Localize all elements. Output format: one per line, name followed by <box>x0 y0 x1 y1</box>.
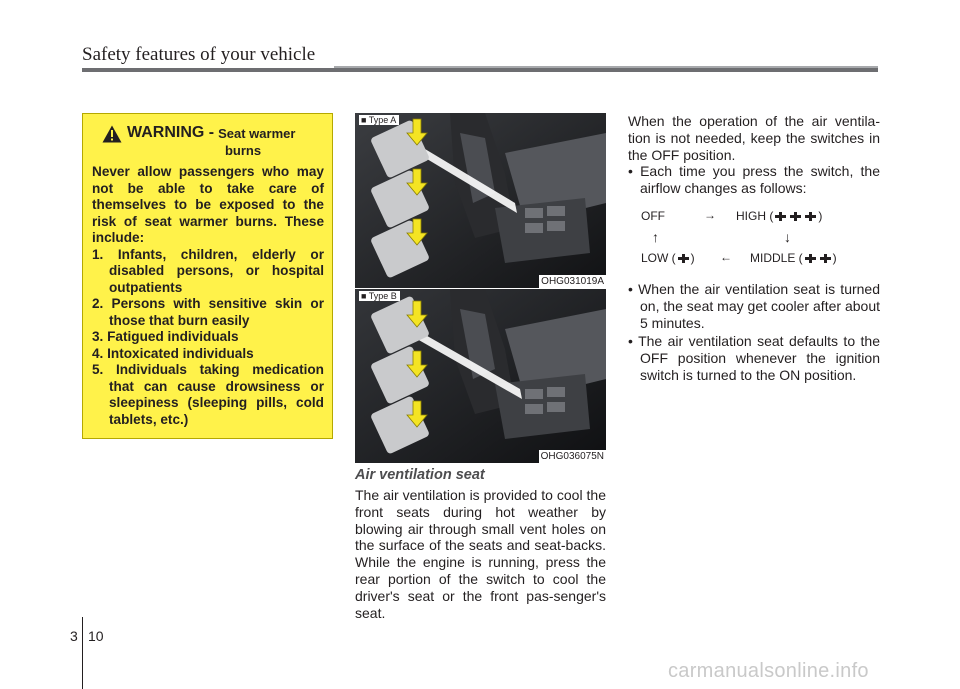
figure-code: OHG036075N <box>540 451 604 462</box>
page-header-title: Safety features of your vehicle <box>82 44 316 65</box>
warning-list-item: 1. Infants, children, elderly or disabled persons, or hospital outpatients <box>92 246 324 295</box>
bullet-switch: • Each time you press the switch, the airflow changes as follows: <box>628 163 880 197</box>
fan-icon <box>774 212 787 221</box>
switch-inset <box>370 119 430 278</box>
fan-icon <box>677 254 690 263</box>
flow-arrow-right: → <box>704 207 716 222</box>
bullet-cooler: • When the air ventilation seat is turned on, the seat may get cooler after about 5 minutes. <box>628 280 880 331</box>
fan-icon <box>819 254 832 263</box>
flow-arrow-left: ← <box>720 249 732 264</box>
warning-triangle-icon <box>102 125 122 143</box>
warning-word: WARNING - <box>127 124 215 141</box>
page-number: 10 <box>88 628 104 644</box>
warning-list-item: 3. Fatigued individuals <box>92 329 239 344</box>
warning-list <box>92 247 324 429</box>
warning-list-item: 2. Persons with sensitive skin or those that burn easily <box>92 296 324 328</box>
figure-code: OHG031019A <box>541 276 604 287</box>
warning-subtitle: Seat warmer <box>218 126 296 141</box>
airflow-cycle-diagram <box>628 197 880 279</box>
right-intro: When the operation of the air ventila-tion is not needed, keep the switches in the OFF position. <box>628 113 880 163</box>
right-column <box>628 113 880 384</box>
figure-type-a <box>355 113 606 288</box>
flow-off: OFF <box>641 208 665 223</box>
fan-icon <box>789 212 802 221</box>
header-rule <box>82 68 878 72</box>
warning-intro: Never allow passengers who may not be able to take care of themselves to be exposed to the risk of seat warmer burns. These include: <box>92 164 324 245</box>
console-photo-a <box>355 113 606 288</box>
warning-list-item: 5. Individuals taking medication that can cause drowsiness or sleepiness (sleeping pills, cold tablets, etc.) <box>92 362 324 427</box>
warning-box <box>82 113 333 439</box>
section-heading: Air ventilation seat <box>355 467 485 483</box>
footer-divider <box>82 617 83 689</box>
warning-subtitle-cont: burns <box>224 143 262 158</box>
figure-tag: ■ Type B <box>359 291 400 301</box>
flow-high: HIGH ( ) <box>736 208 823 223</box>
bullet-default-off: • The air ventilation seat defaults to the OFF position whenever the ignition switch is turned to the ON position. <box>628 333 880 383</box>
figure-type-b <box>355 289 606 463</box>
flow-middle: MIDDLE ( ) <box>750 250 837 265</box>
section-body: The air ventilation is provided to cool the front seats during hot weather by blowing air through small vent holes on the surface of the seats and seat-backs. While the engine is running, press the rear portion of the switch to cool the driver's seat or the front pas-senger's seat. <box>355 487 606 621</box>
fan-icon <box>804 212 817 221</box>
warning-heading <box>102 124 324 143</box>
fan-icon <box>804 254 817 263</box>
figure-tag: ■ Type A <box>359 115 399 125</box>
console-photo-b <box>355 289 606 463</box>
flow-arrow-up: ↑ <box>652 228 659 245</box>
section-number: 3 <box>70 628 78 644</box>
flow-arrow-down: ↓ <box>784 228 791 245</box>
flow-low: LOW ( ) <box>641 250 695 265</box>
watermark: carmanualsonline.info <box>668 660 869 682</box>
warning-list-item: 4. Intoxicated individuals <box>92 345 254 361</box>
